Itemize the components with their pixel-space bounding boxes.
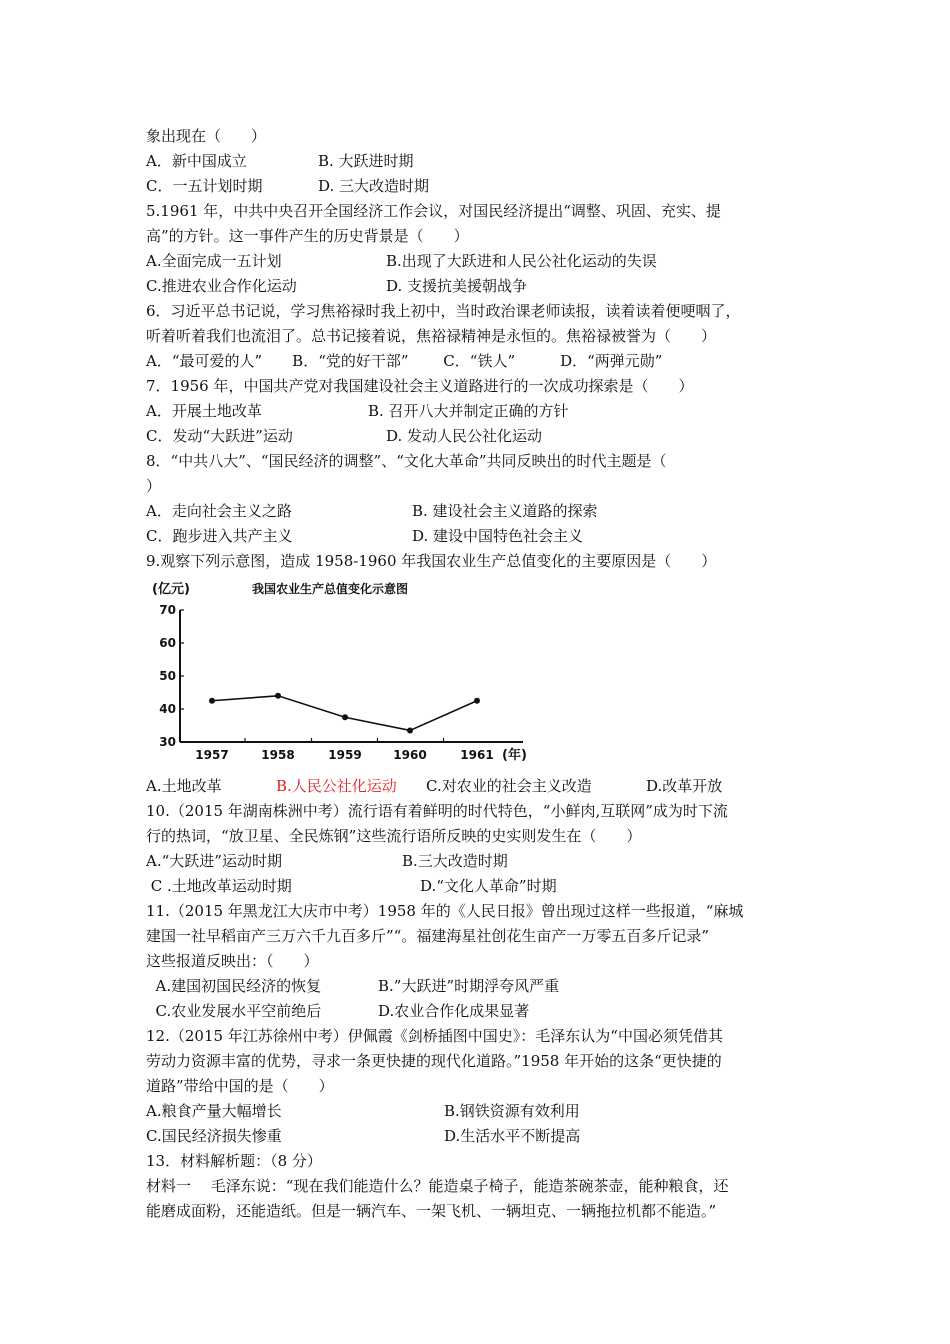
x-tick-label: 1958 [261, 748, 295, 762]
q4-option-a: A．新中国成立 [146, 152, 247, 170]
q9-stem: 9.观察下列示意图，造成 1958-1960 年我国农业生产总值变化的主要原因是（ ） [146, 552, 717, 570]
q12-stem-line1: 12.（2015 年江苏徐州中考）伊佩霞《剑桥插图中国史》：毛泽东认为“中国必须凭借其 [146, 1027, 723, 1045]
x-tick-label: 1960 [393, 748, 427, 762]
q7-option-a: A．开展土地改革 [146, 402, 262, 420]
y-tick-label: 60 [159, 636, 176, 650]
q7-stem: 7．1956 年，中国共产党对我国建设社会主义道路进行的一次成功探索是（ ） [146, 377, 694, 395]
x-tick-label: 1957 [195, 748, 229, 762]
q10-option-a: A.“大跃进”运动时期 [146, 852, 282, 870]
q8-stem-line1: 8．“中共八大”、“国民经济的调整”、“文化大革命”共同反映出的时代主题是（ [146, 452, 667, 470]
chart-plot-area [159, 603, 523, 762]
q5-option-b: B.出现了大跃进和人民公社化运动的失误 [386, 252, 657, 270]
q4-option-c: C．一五计划时期 [146, 177, 263, 195]
q13-material1-line1: 材料一 毛泽东说：“现在我们能造什么？能造桌子椅子，能造茶碗茶壶，能种粮食，还 [146, 1177, 729, 1195]
q7-option-d: D. 发动人民公社化运动 [386, 427, 543, 445]
data-point [342, 714, 348, 720]
q11-option-d: D.农业合作化成果显著 [378, 1002, 530, 1020]
q9-option-c: C.对农业的社会主义改造 [426, 777, 592, 795]
q8-stem-line2: ） [146, 477, 162, 495]
q6-options: A．“最可爱的人” B．“党的好干部” C．“铁人” D．“两弹元勋” [146, 352, 663, 370]
q11-option-a: A.建国初国民经济的恢复 [146, 977, 322, 995]
q5-option-c: C.推进农业合作化运动 [146, 277, 297, 295]
q8-option-c: C．跑步进入共产主义 [146, 527, 293, 545]
x-tick-label: 1961 [460, 748, 494, 762]
data-point [407, 727, 413, 733]
data-point [474, 698, 480, 704]
q5-stem-line2: 高”的方针。这一事件产生的历史背景是（ ） [146, 227, 469, 245]
q7-option-c: C．发动“大跃进”运动 [146, 427, 293, 445]
q12-option-c: C.国民经济损失惨重 [146, 1127, 282, 1145]
q12-stem-line2: 劳动力资源丰富的优势，寻求一条更快捷的现代化道路。”1958 年开始的这条“更快捷的 [146, 1052, 722, 1070]
q8-option-d: D. 建设中国特色社会主义 [412, 527, 584, 545]
chart-ylabel: (亿元) [152, 582, 190, 597]
q10-stem-line2: 行的热词，“放卫星、全民炼钢”这些流行语所反映的史实则发生在（ ） [146, 827, 642, 845]
q9-option-d: D.改革开放 [646, 777, 723, 795]
q5-option-a: A.全面完成一五计划 [146, 252, 282, 270]
q11-stem-line3: 这些报道反映出：（ ） [146, 952, 319, 970]
q11-stem-line2: 建国一社早稻亩产三万六千九百多斤”“。福建海星社创花生亩产一万零五百多斤记录” [146, 927, 710, 945]
data-point [209, 698, 215, 704]
q10-option-d: D.“文化人革命”时期 [420, 877, 557, 895]
q5-option-d: D. 支援抗美援朝战争 [386, 277, 528, 295]
q4-option-b: B. 大跃进时期 [318, 152, 414, 170]
y-tick-label: 70 [159, 603, 176, 617]
chart-title: 我国农业生产总值变化示意图 [252, 582, 409, 596]
q4-option-d: D. 三大改造时期 [318, 177, 430, 195]
q13-heading: 13．材料解析题：（8 分） [146, 1152, 322, 1170]
series-line [212, 696, 477, 731]
q12-option-a: A.粮食产量大幅增长 [146, 1102, 282, 1120]
y-tick-label: 30 [159, 735, 176, 749]
q11-option-b: B.”大跃进”时期浮夸风严重 [378, 977, 560, 995]
q11-stem-line1: 11.（2015 年黑龙江大庆市中考）1958 年的《人民日报》曾出现过这样一些报道，“麻城 [146, 902, 744, 920]
q7-option-b: B. 召开八大并制定正确的方针 [368, 402, 569, 420]
q13-material1-line2: 能磨成面粉，还能造纸。但是一辆汽车、一架飞机、一辆坦克、一辆拖拉机都不能造。” [146, 1202, 717, 1220]
q5-stem-line1: 5.1961 年，中共中央召开全国经济工作会议，对国民经济提出“调整、巩固、充实、提 [146, 202, 721, 220]
x-tick-label: 1959 [328, 748, 362, 762]
q8-option-a: A．走向社会主义之路 [146, 502, 292, 520]
q11-option-c: C.农业发展水平空前绝后 [146, 1002, 322, 1020]
q10-option-b: B.三大改造时期 [402, 852, 508, 870]
q4-stem-tail: 象出现在（ ） [146, 127, 267, 145]
agriculture-output-chart [150, 576, 530, 766]
q9-option-b-answer: B.人民公社化运动 [276, 777, 397, 795]
q10-stem-line1: 10.（2015 年湖南株洲中考）流行语有着鲜明的时代特色，“小鲜肉,互联网”成为时下流 [146, 802, 728, 820]
y-tick-label: 40 [159, 702, 176, 716]
q12-option-d: D.生活水平不断提高 [444, 1127, 581, 1145]
q12-stem-line3: 道路”带给中国的是（ ） [146, 1077, 334, 1095]
data-point [275, 693, 281, 699]
q9-option-a: A.土地改革 [146, 777, 222, 795]
q12-option-b: B.钢铁资源有效利用 [444, 1102, 580, 1120]
q6-stem-line2: 听着听着我们也流泪了。总书记接着说，焦裕禄精神是永恒的。焦裕禄被誉为（ ） [146, 327, 717, 345]
chart-xlabel: (年) [502, 748, 527, 763]
q10-option-c: C .土地改革运动时期 [146, 877, 292, 895]
q6-stem-line1: 6．习近平总书记说，学习焦裕禄时我上初中，当时政治课老师读报，读着读着便哽咽了， [146, 302, 741, 320]
y-tick-label: 50 [159, 669, 176, 683]
q8-option-b: B. 建设社会主义道路的探索 [412, 502, 598, 520]
